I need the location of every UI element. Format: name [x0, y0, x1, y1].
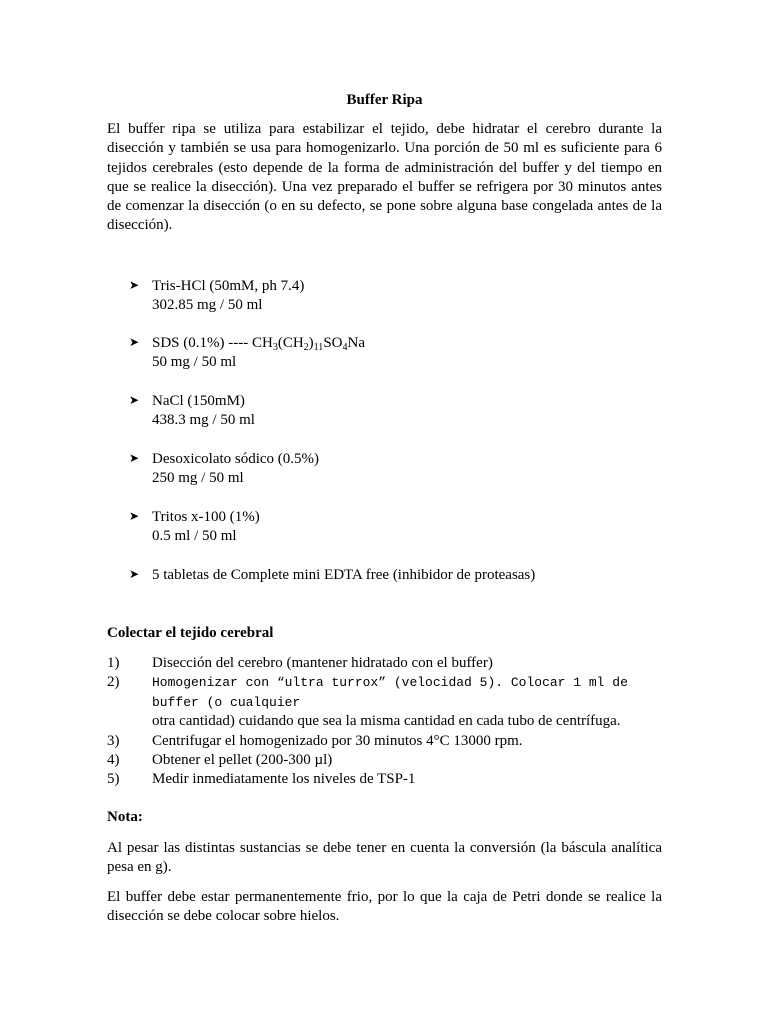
- arrow-bullet-icon: ➤: [129, 335, 140, 349]
- step-number: 1): [107, 655, 120, 671]
- note-paragraph: El buffer debe estar permanentemente frio, por lo que la caja de Petri donde se realice la disección se debe colocar sobre hielos.: [107, 889, 662, 925]
- list-item: [107, 654, 662, 673]
- section-heading: Colectar el tejido cerebral: [107, 625, 274, 641]
- bullet-line: Desoxicolato sódico (0.5%): [152, 451, 320, 467]
- bullet-line: Tris-HCl (50mM, ph 7.4): [152, 278, 305, 294]
- list-item: [107, 673, 662, 731]
- bullet-line: Tritos x-100 (1%): [152, 509, 260, 525]
- bullet-line: 250 mg / 50 ml: [152, 470, 244, 486]
- step-text: Homogenizar con “ultra turrox” (velocidad 5). Colocar 1 ml de buffer (o cualquier: [152, 675, 628, 710]
- bullet-line: SDS (0.1%) ---- $CH_3(CH_2)_{11}SO_4Na$: [152, 335, 365, 353]
- arrow-bullet-icon: ➤: [129, 278, 140, 292]
- step-number: 2): [107, 674, 120, 691]
- step-number: 4): [107, 752, 120, 769]
- list-item: [107, 770, 662, 789]
- step-text: Disección del cerebro (mantener hidratado con el buffer): [152, 655, 493, 671]
- step-number: 3): [107, 732, 120, 749]
- document-title: Buffer Ripa: [346, 92, 423, 108]
- bullet-line: 0.5 ml / 50 ml: [152, 528, 237, 544]
- note-heading: Nota:: [107, 809, 143, 825]
- bullet-line: NaCl (150mM): [152, 393, 245, 409]
- step-text: Obtener el pellet (200-300 µl): [152, 752, 333, 769]
- note-paragraph: Al pesar las distintas sustancias se debe tener en cuenta la conversión (la báscula analítica pesa en g).: [107, 840, 662, 876]
- bullet-line: 50 mg / 50 ml: [152, 354, 237, 370]
- intro-paragraph: El buffer ripa se utiliza para estabilizar el tejido, debe hidratar el cerebro durante la disección y también se usa para homogenizarlo. Una porción de 50 ml es suficiente para 6 tejidos cerebrales (esto depende de la forma de administración del buffer y del tiempo en que se realice la disección). Una vez preparado el buffer se refrigera por 30 minutos antes de comenzar la disección (o en su defecto, se pone sobre alguna base congelada antes de la disección).: [107, 121, 662, 234]
- step-number: 5): [107, 771, 120, 788]
- bullet-line: 5 tabletas de Complete mini EDTA free (inhibidor de proteasas): [152, 567, 536, 583]
- bullet-line: 302.85 mg / 50 ml: [152, 297, 263, 313]
- steps-list: [107, 654, 662, 790]
- step-text: otra cantidad) cuidando que sea la misma cantidad en cada tubo de centrífuga.: [152, 713, 621, 730]
- step-text: Centrifugar el homogenizado por 30 minutos 4°C 13000 rpm.: [152, 732, 523, 749]
- arrow-bullet-icon: ➤: [129, 393, 140, 407]
- step-text: Medir inmediatamente los niveles de TSP-1: [152, 771, 416, 788]
- bullet-line: 438.3 mg / 50 ml: [152, 412, 255, 428]
- arrow-bullet-icon: ➤: [129, 509, 140, 523]
- arrow-bullet-icon: ➤: [129, 567, 140, 581]
- list-item: [107, 732, 662, 751]
- list-item: [107, 751, 662, 770]
- arrow-bullet-icon: ➤: [129, 451, 140, 465]
